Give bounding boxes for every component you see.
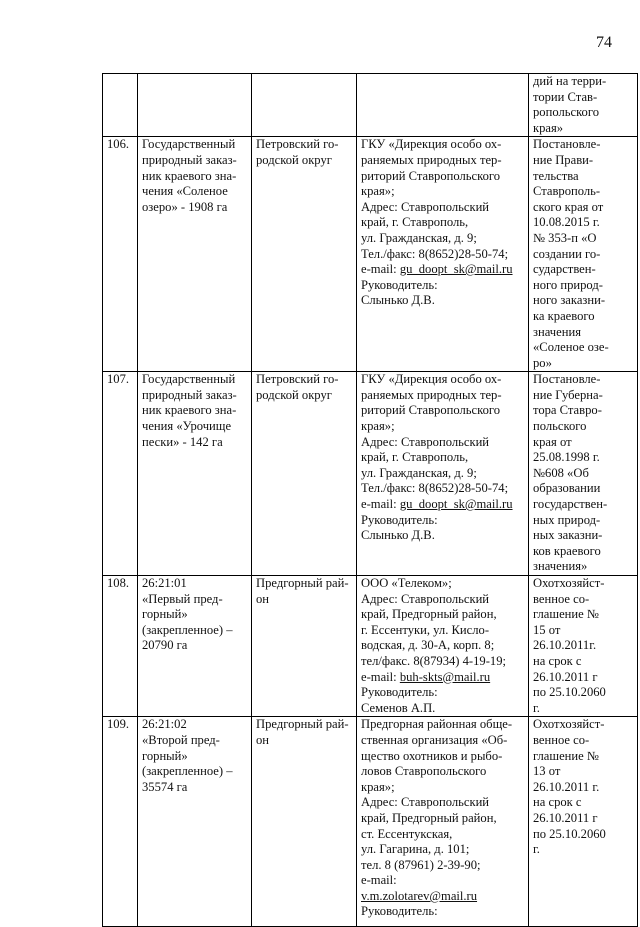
- organization-line: Семенов А.П.: [361, 700, 436, 715]
- organization-line: Руководитель:: [361, 512, 438, 527]
- object-name-line: 20790 га: [142, 638, 188, 653]
- document-line: ка краевого: [533, 308, 595, 323]
- document-line: Постановле-: [533, 137, 601, 152]
- organization-line: тел/факс. 8(87934) 4-19-19;: [361, 653, 507, 668]
- row-number-cell: 106.: [103, 137, 138, 372]
- document-line: ро»: [533, 355, 552, 370]
- document-line: 26.10.2011 г: [533, 669, 598, 684]
- row-number-cell: 109.: [103, 717, 138, 927]
- object-name-line: пески» - 142 га: [142, 434, 223, 449]
- document-line: 26.10.2011 г.: [533, 779, 600, 794]
- document-line: глашение №: [533, 748, 599, 763]
- object-name-line: природный заказ-: [142, 152, 237, 167]
- document-line: № 353-п «О: [533, 230, 597, 245]
- organization-line: e-mail: gu_doopt_sk@mail.ru: [361, 262, 513, 277]
- location-line: родской округ: [256, 152, 332, 167]
- register-table: [102, 73, 638, 927]
- location-line: Предгорный рай-: [256, 717, 349, 732]
- document-line: образовании: [533, 481, 601, 496]
- document-line: края от: [533, 434, 572, 449]
- object-name-line: Государственный: [142, 137, 236, 152]
- organization-line: Предгорная районная обще-: [361, 717, 513, 732]
- document-line: края»: [533, 120, 564, 135]
- document-line: Постановле-: [533, 372, 601, 387]
- document-line: венное со-: [533, 591, 590, 606]
- document-line: на срок с: [533, 795, 582, 810]
- document-line: тории Став-: [533, 89, 598, 104]
- organization-line: Руководитель:: [361, 277, 438, 292]
- document-cell: [529, 717, 638, 927]
- page-number: 74: [596, 34, 612, 51]
- document-line: 13 от: [533, 764, 561, 779]
- document-line: ние Прави-: [533, 152, 594, 167]
- document-line: государствен-: [533, 497, 608, 512]
- object-name-line: (закрепленное) –: [142, 764, 233, 779]
- document-line: тельства: [533, 168, 579, 183]
- document-line: 15 от: [533, 622, 561, 637]
- document-line: польского: [533, 419, 587, 434]
- organization-line: Тел./факс: 8(8652)28-50-74;: [361, 481, 509, 496]
- organization-line: ловов Ставропольского: [361, 764, 487, 779]
- document-line: значения»: [533, 559, 588, 574]
- document-line: ных заказни-: [533, 528, 603, 543]
- organization-line: ГКУ «Дирекция особо ох-: [361, 137, 502, 152]
- organization-line: Слынько Д.В.: [361, 528, 435, 543]
- location-cell: [252, 372, 357, 576]
- organization-line: e-mail: buh-skts@mail.ru: [361, 669, 491, 684]
- document-line: 10.08.2015 г.: [533, 215, 600, 230]
- object-name-line: ник краевого зна-: [142, 168, 237, 183]
- document-line: «Соленое озе-: [533, 340, 609, 355]
- document-line: 26.10.2011 г: [533, 810, 598, 825]
- object-name-line: 26:21:02: [142, 717, 187, 732]
- object-name-line: «Второй пред-: [142, 732, 220, 747]
- organization-cell: [357, 372, 529, 576]
- organization-line: риторий Ставропольского: [361, 403, 501, 418]
- object-name-line: озеро» - 1908 га: [142, 199, 228, 214]
- object-name-cell: [138, 137, 252, 372]
- document-line: г.: [533, 700, 540, 715]
- email-link[interactable]: gu_doopt_sk@mail.ru: [399, 497, 513, 512]
- document-line: сударствен-: [533, 262, 596, 277]
- document-line: глашение №: [533, 607, 599, 622]
- organization-line: раняемых природных тер-: [361, 387, 502, 402]
- organization-line: ООО «Телеком»;: [361, 576, 452, 590]
- object-name-line: горный»: [142, 607, 188, 622]
- organization-line: e-mail: gu_doopt_sk@mail.ru: [361, 497, 513, 512]
- document-line: Охотхозяйст-: [533, 576, 605, 590]
- organization-line: Тел./факс: 8(8652)28-50-74;: [361, 246, 509, 261]
- organization-line: водская, д. 30-А, корп. 8;: [361, 638, 495, 653]
- document-line: 25.08.1998 г.: [533, 450, 600, 465]
- location-line: родской округ: [256, 387, 332, 402]
- object-name-line: чения «Урочище: [142, 419, 232, 434]
- organization-line: раняемых природных тер-: [361, 152, 502, 167]
- location-line: Предгорный рай-: [256, 576, 349, 590]
- email-link[interactable]: gu_doopt_sk@mail.ru: [399, 262, 513, 277]
- object-name-line: природный заказ-: [142, 387, 237, 402]
- organization-line: края»;: [361, 184, 395, 199]
- document-line: ков краевого: [533, 543, 601, 558]
- organization-line: ственная организация «Об-: [361, 732, 508, 747]
- document-line: ние Губерна-: [533, 387, 603, 402]
- object-name-cell: [138, 717, 252, 927]
- organization-line: ст. Ессентукская,: [361, 826, 453, 841]
- document-line: значения: [533, 324, 581, 339]
- document-line: Ставрополь-: [533, 184, 601, 199]
- document-line: ного заказни-: [533, 293, 606, 308]
- location-cell: [252, 717, 357, 927]
- row-number-cell: 107.: [103, 372, 138, 576]
- document-line: г.: [533, 842, 540, 857]
- location-line: он: [256, 591, 270, 606]
- location-cell: [252, 137, 357, 372]
- organization-line: Руководитель:: [361, 685, 438, 700]
- object-name-line: горный»: [142, 748, 188, 763]
- document-cell: [529, 372, 638, 576]
- object-name-cell: [138, 74, 252, 137]
- document-line: венное со-: [533, 732, 590, 747]
- document-cell: [529, 74, 638, 137]
- document-line: по 25.10.2060: [533, 685, 606, 700]
- document-cell: [529, 576, 638, 717]
- organization-line: ул. Гагарина, д. 101;: [361, 842, 470, 857]
- document-line: №608 «Об: [533, 465, 589, 480]
- document-line: ропольского: [533, 105, 600, 120]
- organization-cell: [357, 137, 529, 372]
- organization-line: Адрес: Ставропольский: [361, 434, 490, 449]
- object-name-line: чения «Соленое: [142, 184, 228, 199]
- organization-line: край, г. Ставрополь,: [361, 215, 469, 230]
- organization-line: Адрес: Ставропольский: [361, 591, 490, 606]
- organization-line: край, г. Ставрополь,: [361, 450, 469, 465]
- object-name-line: (закрепленное) –: [142, 622, 233, 637]
- table-row: [103, 372, 638, 576]
- row-number-cell: 108.: [103, 576, 138, 717]
- organization-cell: [357, 717, 529, 927]
- organization-line: ГКУ «Дирекция особо ох-: [361, 372, 502, 387]
- organization-line: риторий Ставропольского: [361, 168, 501, 183]
- organization-line: край, Предгорный район,: [361, 607, 497, 622]
- organization-line: ул. Гражданская, д. 9;: [361, 230, 477, 245]
- document-line: ного природ-: [533, 277, 603, 292]
- object-name-line: Государственный: [142, 372, 236, 387]
- register-table-body: [103, 74, 638, 927]
- location-line: Петровский го-: [256, 137, 339, 152]
- document-line: ского края от: [533, 199, 604, 214]
- object-name-cell: [138, 372, 252, 576]
- organization-line: щество охотников и рыбо-: [361, 748, 503, 763]
- organization-line: Адрес: Ставропольский: [361, 199, 490, 214]
- document-line: 26.10.2011г.: [533, 638, 597, 653]
- object-name-line: «Первый пред-: [142, 591, 223, 606]
- organization-line: [361, 889, 525, 905]
- organization-cell: [357, 74, 529, 137]
- organization-line: край, Предгорный район,: [361, 810, 497, 825]
- document-line: тора Ставро-: [533, 403, 602, 418]
- document-line: на срок с: [533, 653, 582, 668]
- organization-line: г. Ессентуки, ул. Кисло-: [361, 622, 490, 637]
- organization-line: края»;: [361, 779, 395, 794]
- location-cell: [252, 74, 357, 137]
- object-name-line: 35574 га: [142, 779, 188, 794]
- document-line: создании го-: [533, 246, 601, 261]
- row-number-cell: [103, 74, 138, 137]
- document-line: Охотхозяйст-: [533, 717, 605, 732]
- email-link[interactable]: buh-skts@mail.ru: [399, 669, 491, 684]
- organization-line: Руководитель:: [361, 904, 438, 919]
- organization-line: ул. Гражданская, д. 9;: [361, 465, 477, 480]
- document-cell: [529, 137, 638, 372]
- organization-line: тел. 8 (87961) 2-39-90;: [361, 857, 481, 872]
- location-line: Петровский го-: [256, 372, 339, 387]
- object-name-line: ник краевого зна-: [142, 403, 237, 418]
- table-row: [103, 717, 638, 927]
- organization-line: Слынько Д.В.: [361, 293, 435, 308]
- document-line: дий на терри-: [533, 74, 607, 88]
- organization-line: края»;: [361, 419, 395, 434]
- location-cell: [252, 576, 357, 717]
- organization-line: e-mail:: [361, 873, 397, 888]
- document-line: по 25.10.2060: [533, 826, 606, 841]
- organization-cell: [357, 576, 529, 717]
- document-line: ных природ-: [533, 512, 601, 527]
- object-name-cell: [138, 576, 252, 717]
- organization-line: Адрес: Ставропольский: [361, 795, 490, 810]
- table-row: [103, 74, 638, 137]
- email-link[interactable]: v.m.zolotarev@mail.ru: [361, 888, 478, 903]
- table-row: [103, 576, 638, 717]
- table-row: [103, 137, 638, 372]
- object-name-line: 26:21:01: [142, 576, 187, 590]
- location-line: он: [256, 732, 270, 747]
